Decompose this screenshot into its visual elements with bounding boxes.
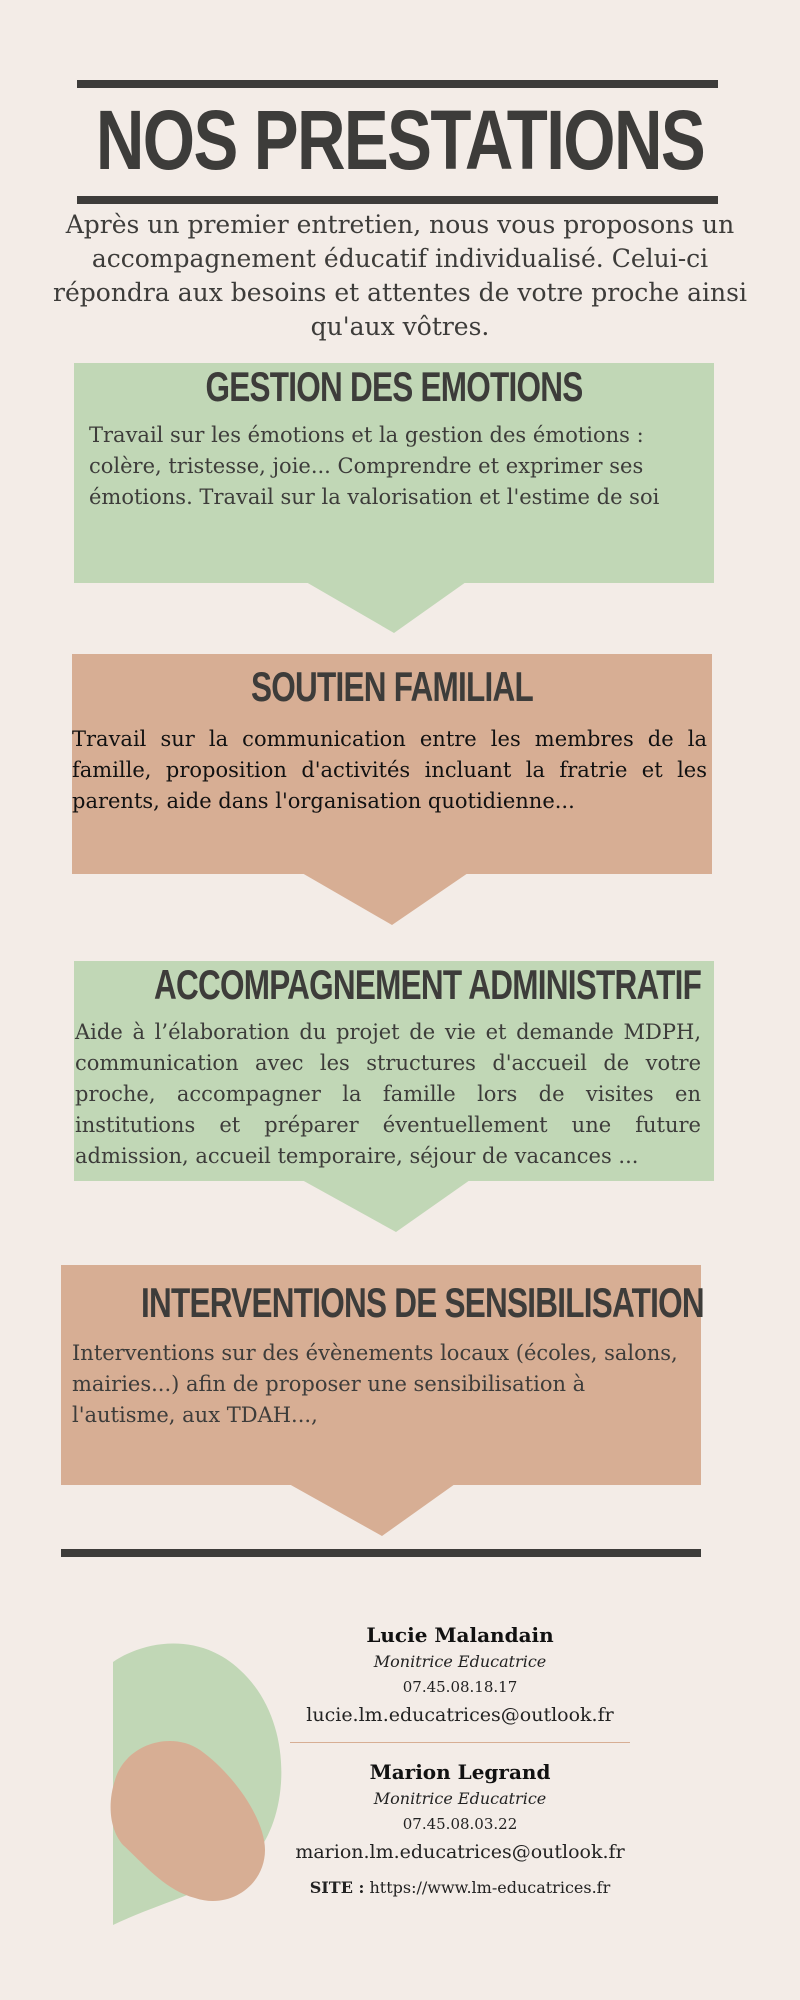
section-text: Travail sur la communication entre les membres de la famille, proposition d'activités incluant la fratrie et les parents, aide dans l'organisation quotidienne... [72,727,707,813]
intro-text: Après un premier entretien, nous vous proposons un accompagnement éducatif individualisé. Celui-ci répondra aux besoins et attentes de votre proche ainsi qu'aux vôtres. [53,210,747,341]
decorative-blobs [105,1640,295,1930]
contact-role: Monitrice Educatrice [373,1789,547,1808]
section-text: Interventions sur des évènements locaux (écoles, salons, mairies...) afin de proposer une sensibilisation à l'autisme, aux TDAH..., [72,1341,678,1427]
section-title: INTERVENTIONS DE SENSIBILISATION [141,1279,704,1326]
title-underline [77,196,718,204]
section-title: SOUTIEN FAMILIAL [251,663,533,710]
down-arrow-shape [61,1484,701,1537]
contact-card [290,1757,630,1867]
website-line [290,1873,630,1903]
contact-phone[interactable]: 07.45.08.03.22 [402,1815,518,1833]
section-text: Travail sur les émotions et la gestion des émotions : colère, tristesse, joie... Comprendre et exprimer ses émotions. Travail sur la valorisation et l'estime de soi [89,423,660,509]
contacts-block [290,1620,630,1903]
contact-divider [290,1742,630,1743]
section-card-emotions [74,363,714,633]
contact-email[interactable]: marion.lm.educatrices@outlook.fr [295,1841,625,1863]
page-title: NOS PRESTATIONS [95,93,705,187]
section-title: GESTION DES EMOTIONS [205,363,583,410]
section-text: Aide à l’élaboration du projet de vie et demande MDPH, communication avec les structures d'accueil de votre proche, accompagner la famille lors de visites en institutions et préparer éventuellement une future admission, accueil temporaire, séjour de vacances ... [75,1020,701,1168]
section-title: ACCOMPAGNEMENT ADMINISTRATIF [154,961,702,1008]
contact-role: Monitrice Educatrice [373,1652,547,1671]
contact-card [290,1620,630,1730]
contact-email[interactable]: lucie.lm.educatrices@outlook.fr [306,1704,614,1726]
website-label: SITE : [309,1878,365,1897]
down-arrow-shape [74,582,714,634]
section-card-family [72,654,712,926]
down-arrow-shape [72,873,712,926]
contact-name: Marion Legrand [369,1760,551,1784]
contact-name: Lucie Malandain [366,1623,554,1647]
website-link[interactable]: https://www.lm-educatrices.fr [369,1878,611,1897]
footer-rule [61,1549,701,1557]
contact-phone[interactable]: 07.45.08.18.17 [402,1678,518,1696]
section-card-awareness [61,1265,704,1537]
top-rule [77,80,718,88]
down-arrow-shape [74,1180,714,1233]
section-card-administrative [74,961,714,1233]
